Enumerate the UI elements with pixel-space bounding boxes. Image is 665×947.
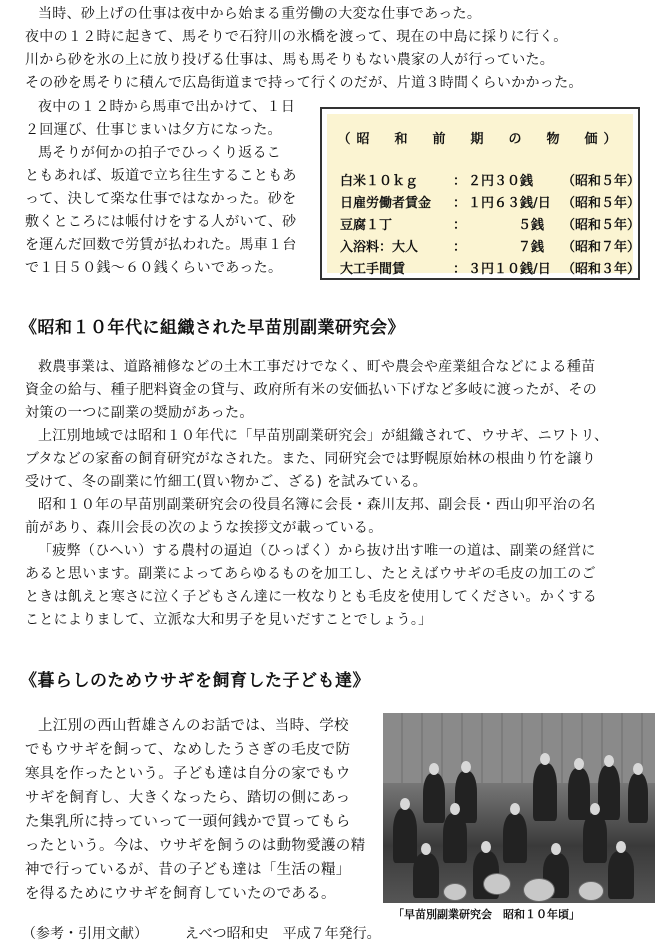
price-sep: ： bbox=[453, 262, 467, 277]
text-line: 救農事業は、道路補修などの土木工事だけでなく、町や農会や産業組合などによる種苗 bbox=[38, 359, 596, 375]
text-line: ともあれば、坂道で立ち往生することもあ bbox=[25, 168, 297, 184]
price-table-title: （昭 和 前 期 の 物 価） bbox=[337, 132, 623, 147]
text-line: 当時、砂上げの仕事は夜中から始まる重労働の大変な仕事であった。 bbox=[38, 6, 482, 22]
group-photo bbox=[383, 713, 655, 903]
price-year: （昭和５年） bbox=[562, 218, 641, 233]
text-line: サギを飼育し、大きくなったら、踏切の側にあっ bbox=[25, 790, 351, 806]
text-line: 「疲弊（ひへい）する農村の逼迫（ひっぱく）から抜け出す唯一の道は、副業の経営に bbox=[38, 543, 596, 559]
text-line: 馬そりが何かの拍子でひっくり返るこ bbox=[38, 145, 282, 161]
price-value: ２円３０銭 bbox=[468, 174, 534, 189]
text-line: ２回運び、仕事じまいは夕方になった。 bbox=[25, 122, 282, 138]
text-line: ったという。今は、ウサギを飼うのは動物愛護の精 bbox=[25, 838, 366, 854]
price-table-box bbox=[320, 107, 640, 280]
price-year: （昭和７年） bbox=[562, 240, 641, 255]
text-line: 資金の給与、種子肥料資金の貸与、政府所有米の安価払い下げなど多岐に渡ったが、その bbox=[25, 382, 597, 398]
price-value: ７銭 bbox=[518, 240, 545, 255]
text-line: 寒具を作ったという。子ども達は自分の家でもウ bbox=[25, 766, 351, 782]
price-year: （昭和５年） bbox=[562, 196, 641, 211]
price-value: ５銭 bbox=[518, 218, 545, 233]
text-line: 上江別の西山哲雄さんのお話では、当時、学校 bbox=[38, 718, 349, 734]
reference-footer bbox=[22, 923, 381, 943]
price-item: 日雇労働者賃金 bbox=[340, 196, 432, 211]
text-line: を運んだ回数で労賃が払われた。馬車１台 bbox=[25, 237, 297, 253]
price-year: （昭和３年） bbox=[562, 262, 641, 277]
text-line: 夜中の１２時から馬車で出かけて、１日 bbox=[38, 99, 296, 115]
price-year: （昭和５年） bbox=[562, 174, 641, 189]
text-line: 昭和１０年の早苗別副業研究会の役員名簿に会長・森川友邦、副会長・西山卯平治の名 bbox=[38, 497, 596, 513]
section-heading: 《昭和１０年代に組織された早苗別副業研究会》 bbox=[20, 318, 405, 338]
text-line: 敷くところには帳付けをする人がいて、砂 bbox=[25, 214, 297, 230]
price-item: 大工手間賃 bbox=[340, 262, 406, 277]
price-sep: ： bbox=[453, 218, 467, 233]
price-sep: ： bbox=[453, 240, 467, 255]
text-line: 川から砂を氷の上に放り投げる仕事は、馬も馬そりもない農家の人が行っていた。 bbox=[25, 52, 555, 68]
text-line: 対策の一つに副業の奨励があった。 bbox=[25, 405, 254, 421]
price-table-panel bbox=[327, 114, 641, 277]
text-line: 上江別地域では昭和１０年代に「早苗別副業研究会」が組織されて、ウサギ、ニワトリ、 bbox=[38, 428, 609, 444]
text-line: た集乳所に持っていって一頭何銭かで買ってもら bbox=[25, 814, 351, 830]
text-line: ことによりまして、立派な大和男子を見いだすことでしょう。」 bbox=[25, 612, 433, 628]
price-item: 豆腐１丁 bbox=[340, 218, 393, 233]
text-line: でもウサギを飼って、なめしたうさぎの毛皮で防 bbox=[25, 742, 351, 758]
text-line: 夜中の１２時に起きて、馬そりで石狩川の氷橋を渡って、現在の中島に採りに行く。 bbox=[25, 29, 568, 45]
text-line: 受けて、冬の副業に竹細工(買い物かご、ざる) を試みている。 bbox=[25, 474, 428, 490]
price-value: １円６３銭/日 bbox=[468, 196, 551, 211]
price-sep: ： bbox=[453, 196, 467, 211]
reference-source: えべつ昭和史 平成７年発行。 bbox=[184, 926, 381, 942]
price-item: 白米１０ｋｇ bbox=[340, 174, 419, 189]
text-line: ブタなどの家畜の飼育研究がなされた。また、同研究会では野幌原始林の根曲り竹を譲り bbox=[25, 451, 597, 467]
photo-caption: 「早苗別副業研究会 昭和１０年頃」 bbox=[393, 908, 580, 921]
text-line: を得るためにウサギを飼育していたのである。 bbox=[25, 886, 336, 902]
text-line: ときは飢えと寒さに泣く子どもさん達に一枚なりとも毛皮を使用してください。かくする bbox=[25, 589, 597, 605]
price-sep: ： bbox=[453, 174, 467, 189]
text-line: 前があり、森川会長の次のような挨拶文が載っている。 bbox=[25, 520, 383, 536]
text-line: で１日５０銭～６０銭くらいであった。 bbox=[25, 260, 283, 276]
text-line: 神で行っているが、昔の子ども達は「生活の糧」 bbox=[25, 862, 351, 878]
price-item: 入浴料：大人 bbox=[340, 240, 419, 255]
section-heading: 《暮らしのためウサギを飼育した子ども達》 bbox=[20, 671, 370, 691]
reference-label: （参考・引用文献） bbox=[22, 926, 148, 942]
text-line: って、決して楽な仕事ではなかった。砂を bbox=[25, 191, 297, 207]
text-line: その砂を馬そりに積んで広島街道まで持って行くのだが、片道３時間くらいかかった。 bbox=[25, 75, 583, 91]
price-value: ３円１０銭/日 bbox=[468, 262, 551, 277]
text-line: あると思います。副業によってあらゆるものを加工し、たとえばウサギの毛皮の加工のご bbox=[25, 566, 596, 582]
